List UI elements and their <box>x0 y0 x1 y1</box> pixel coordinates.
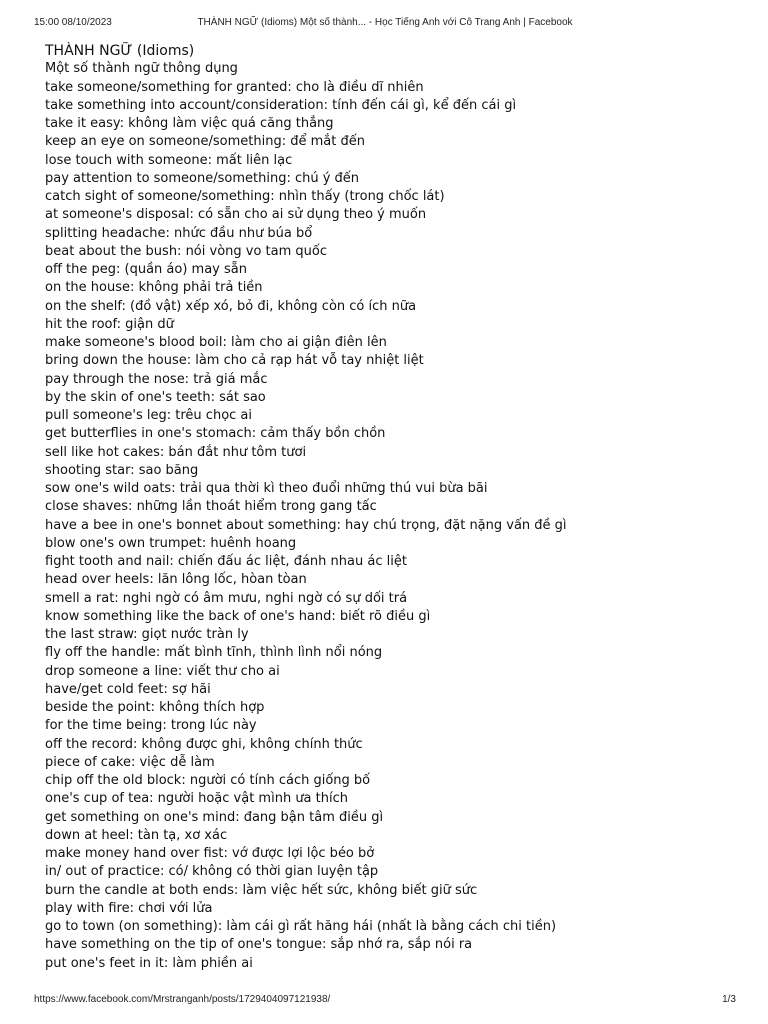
idiom-line: have a bee in one's bonnet about something: hay chú trọng, đặt nặng vấn đề gì <box>45 517 567 533</box>
idiom-line: hit the roof: giận dữ <box>45 316 174 332</box>
idiom-line: get something on one's mind: đang bận tâm điều gì <box>45 809 384 825</box>
idiom-line: off the peg: (quần áo) may sẵn <box>45 262 247 277</box>
idiom-line: at someone's disposal: có sẵn cho ai sử dụng theo ý muốn <box>45 207 427 223</box>
idiom-line: piece of cake: việc dễ làm <box>45 754 215 770</box>
idiom-line: play with fire: chơi với lửa <box>45 900 213 916</box>
idiom-line: chip off the old block: người có tính cách giống bố <box>45 773 371 788</box>
idiom-line: fly off the handle: mất bình tĩnh, thình lình nổi nóng <box>45 645 383 661</box>
idiom-line: on the shelf: (đồ vật) xếp xó, bỏ đi, không còn có ích nữa <box>45 298 417 314</box>
post-content <box>45 42 748 973</box>
idiom-line: make money hand over fist: vớ được lợi lộc béo bở <box>45 846 375 861</box>
idiom-line: on the house: không phải trả tiền <box>45 280 263 296</box>
idiom-line: smell a rat: nghi ngờ có âm mưu, nghi ngờ có sự dối trá <box>45 590 408 606</box>
idiom-line: pay attention to someone/something: chú ý đến <box>45 170 360 186</box>
idiom-line: pull someone's leg: trêu chọc ai <box>45 408 253 423</box>
idiom-line: have/get cold feet: sợ hãi <box>45 681 211 697</box>
idiom-line: drop someone a line: viết thư cho ai <box>45 663 280 679</box>
idiom-line: off the record: không được ghi, không chính thức <box>45 736 363 752</box>
post-subheading: Một số thành ngữ thông dụng <box>45 61 238 77</box>
idiom-line: take someone/something for granted: cho là điều dĩ nhiên <box>45 79 424 95</box>
idiom-line: one's cup of tea: người hoặc vật mình ưa thích <box>45 791 348 807</box>
idiom-line: in/ out of practice: có/ không có thời gian luyện tập <box>45 864 379 880</box>
print-url: https://www.facebook.com/Mrstranganh/posts/1729404097121938/ <box>34 994 331 1005</box>
idiom-line: head over heels: lăn lông lốc, hòan tòan <box>45 572 307 588</box>
idiom-line: splitting headache: nhức đầu như búa bổ <box>45 225 313 241</box>
print-page-title: THÀNH NGỮ (Idioms) Một số thành... - Học Tiếng Anh với Cô Trang Anh | Facebook <box>197 17 573 28</box>
idiom-line: have something on the tip of one's tongue: sắp nhớ ra, sắp nói ra <box>45 937 473 953</box>
idiom-line: for the time being: trong lúc này <box>45 718 257 734</box>
idiom-line: put one's feet in it: làm phiền ai <box>45 955 253 971</box>
print-header <box>34 17 736 31</box>
idiom-list <box>45 79 748 973</box>
idiom-line: take something into account/consideration: tính đến cái gì, kể đến cái gì <box>45 97 517 113</box>
print-footer <box>34 994 736 1008</box>
idiom-line: go to town (on something): làm cái gì rất hăng hái (nhất là bằng cách chi tiền) <box>45 919 557 934</box>
idiom-line: blow one's own trumpet: huênh hoang <box>45 535 297 551</box>
idiom-line: bring down the house: làm cho cả rạp hát vỗ tay nhiệt liệt <box>45 353 424 369</box>
idiom-line: keep an eye on someone/something: để mắt đến <box>45 134 365 150</box>
idiom-line: fight tooth and nail: chiến đấu ác liệt, đánh nhau ác liệt <box>45 554 407 569</box>
idiom-line: beat about the bush: nói vòng vo tam quốc <box>45 243 328 259</box>
print-page-number: 1/3 <box>722 994 736 1005</box>
idiom-line: down at heel: tàn tạ, xơ xác <box>45 827 228 843</box>
idiom-line: know something like the back of one's hand: biết rõ điều gì <box>45 608 431 624</box>
idiom-line: take it easy: không làm việc quá căng thẳng <box>45 116 334 131</box>
idiom-line: by the skin of one's teeth: sát sao <box>45 389 266 405</box>
idiom-line: shooting star: sao băng <box>45 462 199 478</box>
idiom-line: catch sight of someone/something: nhìn thấy (trong chốc lát) <box>45 189 445 204</box>
idiom-line: sow one's wild oats: trải qua thời kì theo đuổi những thú vui bừa bãi <box>45 481 488 496</box>
idiom-line: make someone's blood boil: làm cho ai giận điên lên <box>45 335 387 350</box>
idiom-line: burn the candle at both ends: làm việc hết sức, không biết giữ sức <box>45 882 478 898</box>
idiom-line: the last straw: giọt nước tràn ly <box>45 627 249 642</box>
idiom-line: lose touch with someone: mất liên lạc <box>45 152 293 168</box>
idiom-line: pay through the nose: trả giá mắc <box>45 371 268 387</box>
idiom-line: get butterflies in one's stomach: cảm thấy bồn chồn <box>45 426 386 442</box>
idiom-line: close shaves: những lần thoát hiểm trong gang tấc <box>45 499 377 515</box>
idiom-line: sell like hot cakes: bán đắt như tôm tươi <box>45 444 307 460</box>
post-heading: THÀNH NGỮ (Idioms) <box>45 43 195 59</box>
print-datetime: 15:00 08/10/2023 <box>34 17 112 28</box>
idiom-line: beside the point: không thích hợp <box>45 700 265 715</box>
